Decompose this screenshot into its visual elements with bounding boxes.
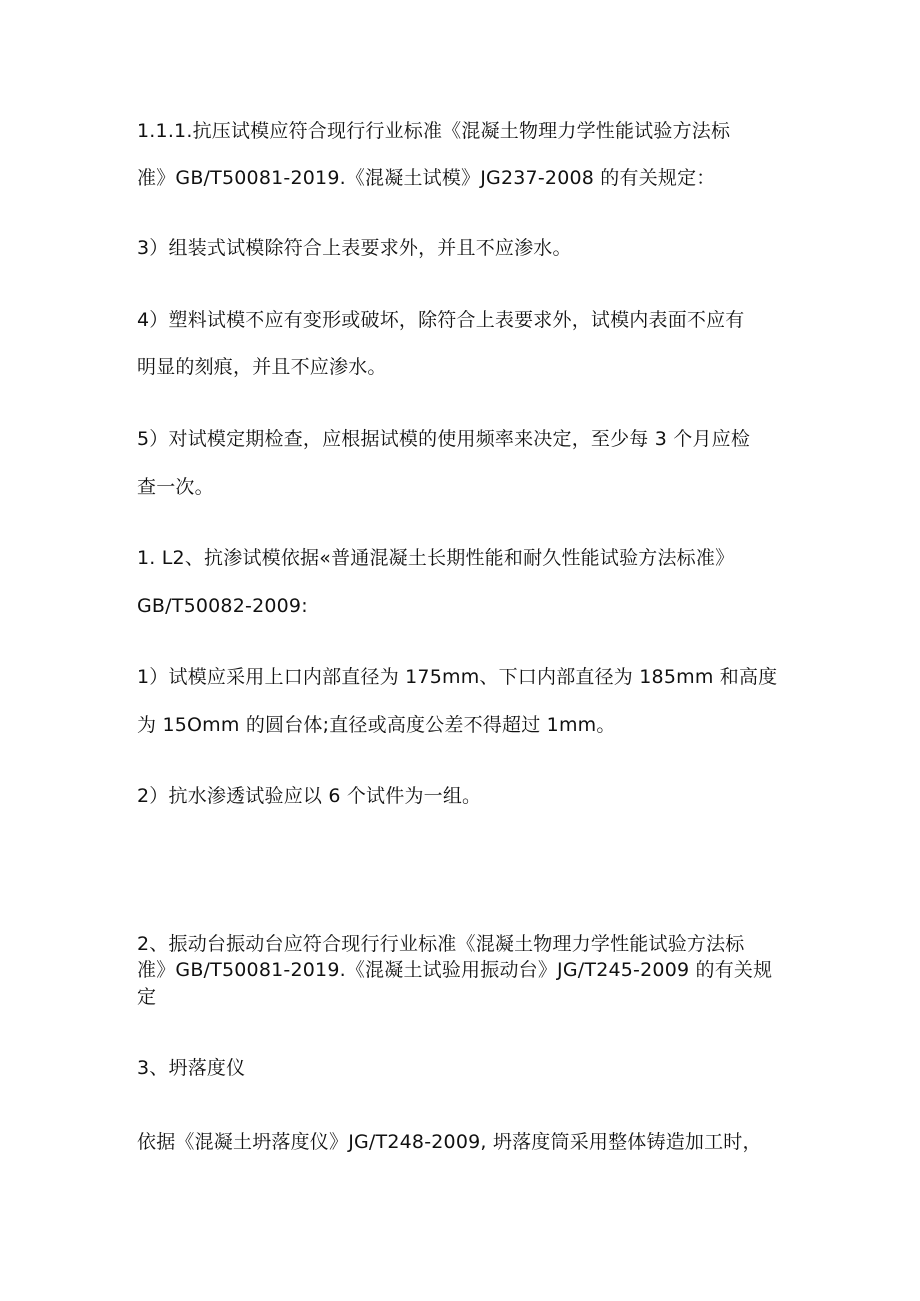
text-line-17: 依据《混凝土坍落度仪》JG/T248-2009, 坍落度筒采用整体铸造加工时，	[137, 1131, 762, 1153]
text-line-15: 定	[137, 986, 157, 1008]
text-line-16: 3、坍落度仪	[137, 1057, 246, 1079]
text-line-6: 5）对试模定期检查，应根据试模的使用频率来决定，至少每 3 个月应检	[137, 428, 751, 450]
text-line-1: 1.1.1.抗压试模应符合现行行业标准《混凝土物理力学性能试验方法标	[137, 120, 731, 142]
text-line-11: 为 15Omm 的圆台体;直径或高度公差不得超过 1mm。	[137, 714, 616, 736]
text-line-9: GB/T50082-2009:	[137, 595, 308, 617]
text-line-7: 查一次。	[137, 476, 214, 498]
text-line-2: 准》GB/T50081-2019.《混凝土试模》JG237-2008 的有关规定：	[137, 167, 716, 189]
text-line-14: 准》GB/T50081-2019.《混凝土试验用振动台》JG/T245-2009 的有关规	[137, 959, 773, 981]
text-line-12: 2）抗水渗透试验应以 6 个试件为一组。	[137, 785, 482, 807]
text-line-8: 1. L2、抗渗试模依据«普通混凝土长期性能和耐久性能试验方法标准》	[137, 547, 735, 569]
text-line-4: 4）塑料试模不应有变形或破坏，除符合上表要求外，试模内表面不应有	[137, 309, 745, 331]
text-line-13: 2、振动台振动台应符合现行行业标准《混凝土物理力学性能试验方法标	[137, 933, 745, 955]
text-line-5: 明显的刻痕，并且不应渗水。	[137, 356, 387, 378]
text-line-3: 3）组装式试模除符合上表要求外，并且不应渗水。	[137, 237, 572, 259]
text-line-10: 1）试模应采用上口内部直径为 175mm、下口内部直径为 185mm 和高度	[137, 666, 778, 688]
